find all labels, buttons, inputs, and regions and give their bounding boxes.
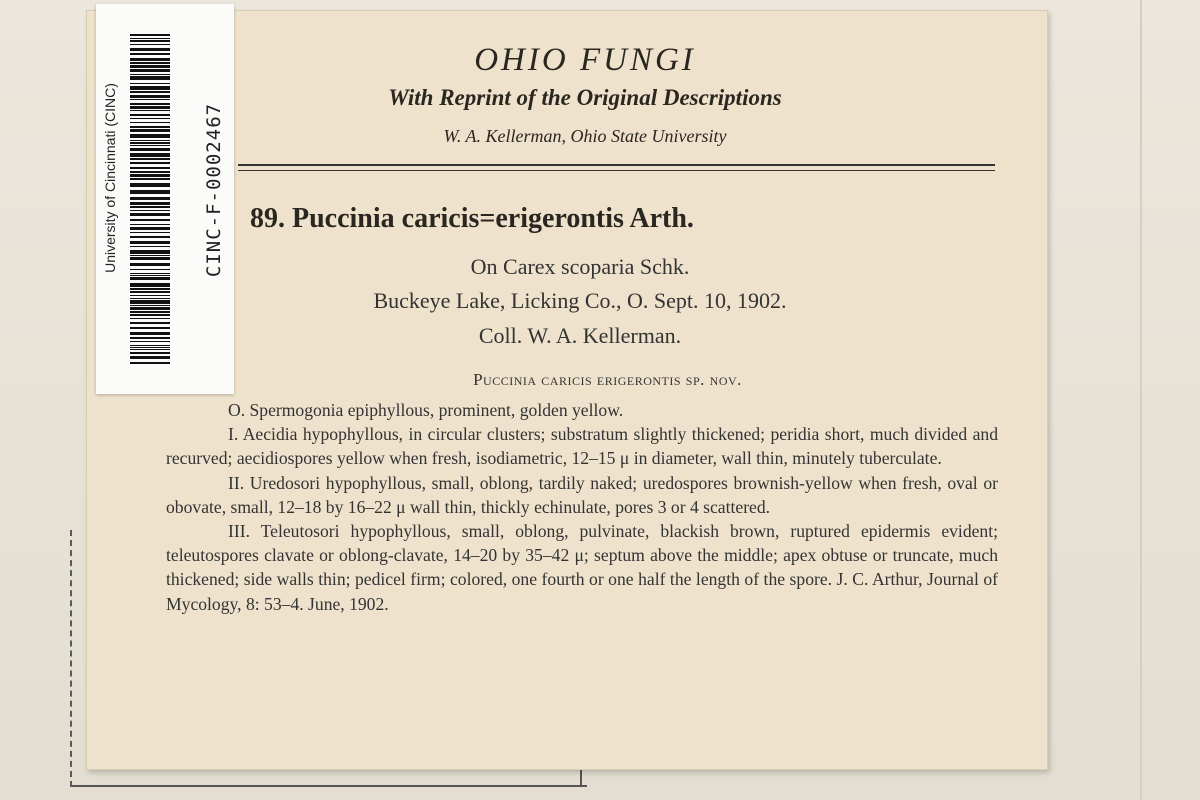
header-divider [238, 164, 995, 166]
description-body [166, 398, 998, 616]
description-paragraph-3: III. Teleutosori hypophyllous, small, oblong, pulvinate, blackish brown, ruptured epidermis evident; teleutospores clavate or oblong-clavate, 14–20 by 35–42 μ; septum above the middle; apex obtuse or truncate, much thickened; side walls thin; pedicel firm; colored, one fourth or one half the length of the spore. J. C. Arthur, Journal of Mycology, 8: 53–4. June, 1902. [166, 521, 998, 614]
series-title: OHIO FUNGI [474, 42, 696, 78]
locality-date-line: Buckeye Lake, Licking Co., O. Sept. 10, 1902. [373, 288, 787, 313]
description-paragraph-2: II. Uredosori hypophyllous, small, oblong, tardily naked; uredospores brownish-yellow when fresh, oval or obovate, small, 12–18 by 16–22 μ wall thin, thickly echinulate, pores 3 or 4 scattered. [166, 472, 998, 517]
series-subtitle: With Reprint of the Original Descriptions [388, 85, 782, 110]
institution-label: University of Cincinnati (CINC) [102, 83, 118, 273]
collector-line: Coll. W. A. Kellerman. [478, 323, 682, 348]
header-divider-thin [238, 170, 995, 171]
host-line: On Carex scoparia Schk. [470, 254, 690, 279]
sheet-fold-line [1140, 0, 1142, 800]
series-author: W. A. Kellerman, Ohio State University [443, 126, 727, 146]
description-paragraph-0: O. Spermogonia epiphyllous, prominent, golden yellow. [228, 400, 624, 420]
barcode-icon [130, 34, 170, 364]
species-name: 89. Puccinia caricis=erigerontis Arth. [250, 203, 694, 234]
description-heading: Puccinia caricis erigerontis sp. nov. [473, 370, 742, 389]
catalog-number: CINC-F-0002467 [203, 102, 225, 278]
description-paragraph-1: I. Aecidia hypophyllous, in circular clusters; substratum slightly thickened; peridia short, much divided and recurved; aecidiospores yellow when fresh, isodiametric, 12–15 μ in diameter, wall thin, minutely tuberculate. [166, 424, 998, 469]
